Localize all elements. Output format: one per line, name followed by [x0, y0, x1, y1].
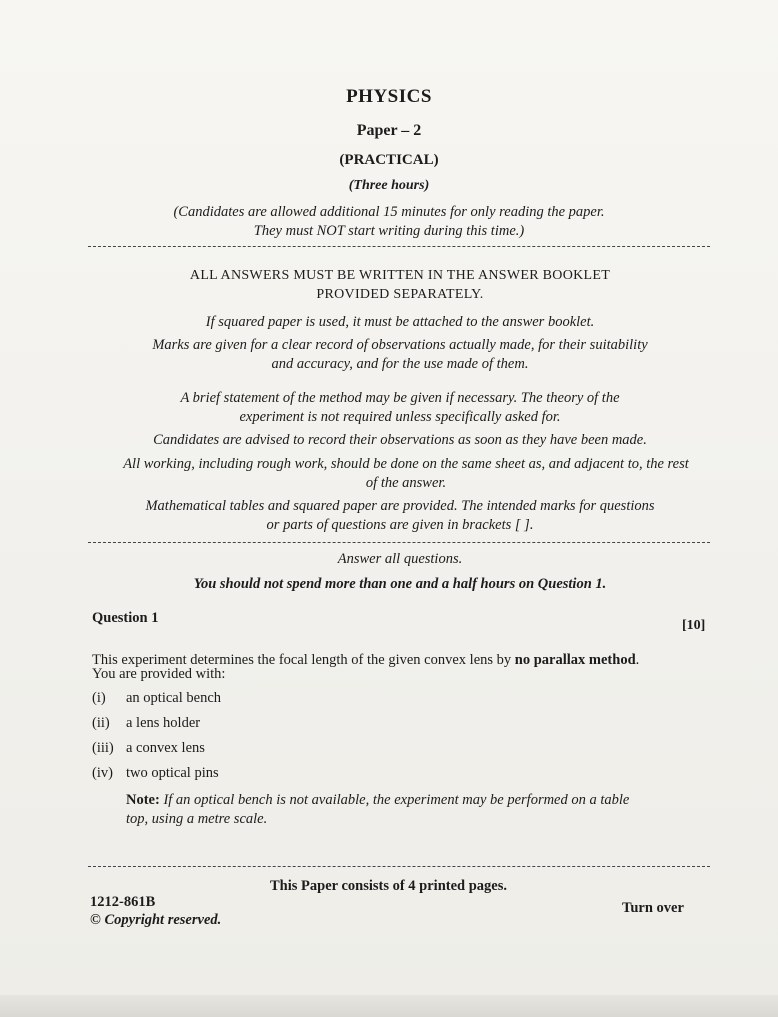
tables-line-1: Mathematical tables and squared paper are provided. The intended marks for questions: [145, 498, 655, 514]
divider-top: [88, 246, 710, 247]
item-number: (ii): [92, 715, 110, 731]
subject-title: PHYSICS: [346, 86, 432, 107]
note-line-1: If an optical bench is not available, the experiment may be performed on a table: [159, 792, 630, 808]
duration: (Three hours): [348, 178, 430, 193]
tables-instruction: [100, 497, 700, 535]
divider-middle: [88, 542, 710, 543]
working-instruction: [96, 455, 716, 493]
paper-number: Paper – 2: [356, 122, 422, 139]
reading-time-line-2: They must NOT start writing during this time.): [253, 223, 525, 239]
divider-bottom: [88, 866, 710, 867]
intro-suffix: .: [635, 652, 640, 668]
working-line-2: of the answer.: [365, 475, 447, 491]
apparatus-item: [92, 740, 205, 757]
copyright: © Copyright reserved.: [90, 912, 222, 928]
record-instruction: Candidates are advised to record their observations as soon as they have been made.: [153, 432, 647, 448]
provided-with: You are provided with:: [92, 666, 226, 682]
intro-text: This experiment determines the focal length of the given convex lens by: [92, 652, 515, 668]
note: [126, 791, 686, 829]
marks-line-1: Marks are given for a clear record of observations actually made, for their suitability: [152, 337, 648, 353]
paper-code: 1212-861B: [90, 894, 156, 910]
item-text: two optical pins: [126, 765, 219, 781]
intro-method: no parallax method: [514, 652, 636, 668]
question-1-marks: [10]: [682, 618, 706, 633]
answer-all: Answer all questions.: [337, 551, 463, 567]
tables-line-2: or parts of questions are given in brackets [ ].: [266, 517, 534, 533]
item-text: a lens holder: [126, 715, 201, 731]
item-number: (iii): [92, 740, 114, 756]
apparatus-item: [92, 765, 219, 782]
scan-edge: [0, 995, 778, 1017]
reading-time-line-1: (Candidates are allowed additional 15 minutes for only reading the paper.: [173, 204, 605, 220]
squared-paper-instruction: If squared paper is used, it must be attached to the answer booklet.: [205, 314, 595, 330]
question-1-title: Question 1: [92, 610, 159, 626]
reading-time-note: [0, 203, 778, 241]
turn-over: Turn over: [622, 900, 684, 916]
item-text: an optical bench: [126, 690, 222, 706]
item-number: (iv): [92, 765, 113, 781]
time-advice: You should not spend more than one and a half hours on Question 1.: [193, 576, 607, 592]
paper-type: (PRACTICAL): [339, 152, 439, 168]
page-count: This Paper consists of 4 printed pages.: [270, 878, 507, 894]
marks-line-2: and accuracy, and for the use made of them.: [271, 356, 529, 372]
note-label: Note:: [126, 792, 160, 808]
method-instruction: [100, 389, 700, 427]
item-number: (i): [92, 690, 106, 706]
apparatus-item: [92, 690, 221, 707]
apparatus-item: [92, 715, 200, 732]
answer-booklet-instruction: [100, 266, 700, 304]
method-line-1: A brief statement of the method may be given if necessary. The theory of the: [180, 390, 620, 406]
note-line-2: top, using a metre scale.: [126, 811, 268, 827]
item-text: a convex lens: [126, 740, 205, 756]
answer-booklet-line-1: ALL ANSWERS MUST BE WRITTEN IN THE ANSWER BOOKLET: [189, 268, 611, 283]
marks-instruction: [100, 336, 700, 374]
answer-booklet-line-2: PROVIDED SEPARATELY.: [316, 287, 484, 302]
working-line-1: All working, including rough work, should be done on the same sheet as, and adjacent to, the rest: [123, 456, 689, 472]
method-line-2: experiment is not required unless specifically asked for.: [239, 409, 561, 425]
